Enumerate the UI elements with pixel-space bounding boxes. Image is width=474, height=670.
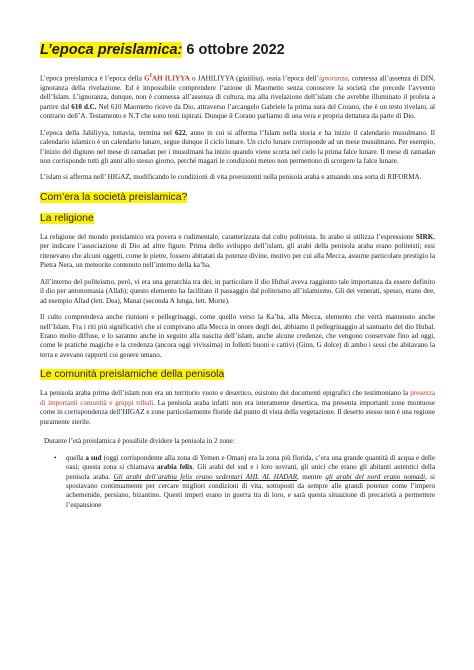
text-run: o JAHILIYYA (giaiiliia), ossia l’epoca dell’ [189, 74, 320, 83]
document-body [40, 72, 435, 510]
text-run: , connessa all’assenza di DIN, ignoranza della rivelazione. Ed è impossibile comprendere l’azione di Maometto senza conoscere la società che precede l’avvento dell’Islam. L’ignoranza, dunque, non è connessa all’assenza di cultura, ma alla rivelazione dell’islam che avrebbe illuminato il profeta a partire dal [40, 74, 436, 111]
term-sedentari: Gli arabi dell’arabia felix erano sedentari AHL AL HADAR [113, 472, 298, 481]
heading-highlight: Com’era la società preislamica? [40, 191, 188, 203]
text-run: L’epoca della Jahiliyya, tuttavia, termina nel [40, 128, 175, 137]
paragraph-peninsula [40, 389, 435, 427]
paragraph-zones-intro: Durante l’età preislamica è possibile dividere la penisola in 2 zone: [44, 437, 235, 446]
paragraph-calendar [40, 129, 435, 167]
term-arabia-felix: arabia felix [157, 463, 193, 472]
paragraph-jahiliyya-intro [40, 72, 435, 122]
heading-society [40, 192, 435, 204]
text-run: . Gli arabi del sud e i loro sovrani, gli unici che erano gli abitanti autentici della penisola araba. [66, 463, 436, 481]
heading-highlight: Le comunità preislamiche della penisola [40, 369, 225, 381]
text-run: La religione del mondo preislamico era povera e rudimentale, caratterizzata dal culto politeista. In arabo si utilizza l’espressione [40, 232, 416, 241]
zones-list [40, 454, 435, 511]
text-run: Nel 610 Maometto riceve da Dio, attraverso l’arcangelo Gabriele la prima sura del Corano, che è un testo rivelato, al contrario dell’A. Testamento e N.T che sono testi ispirati. Dunque il Corano parliamo di una vera e propria dettatura da parte di Dio. [40, 102, 435, 121]
text-run: , anno in cui si afferma l’Islam nella storia e ha inizio il calendario musulmano. Il calendario islamico è un calendario lunare, segue dunque il ciclo lunare. Un ciclo lunare corrisponde ad un mese musulmano. Per esempio, l’inizio del digiuno nel mese di ramadan per i musulmani ha inizio quando viene scorta nel cielo la prima falce lunare. Il mese di ramadan non corrisponde tutti gli anni allo stesso giorno, perché magari le condizioni meteo non permettono di scorgere la falce lunare. [40, 128, 435, 165]
heading-communities [40, 369, 435, 381]
paragraph-polytheism: All’interno del politeismo, però, vi era una gerarchia tra dei, in particolare il dio Hubal aveva raggiunto tale importanza da essere definito il dio per antonomasia (Allah); questo elemento ha facilitato il passaggio dal politeismo all’islamismo. Gli dei venerati, spesso, erano dee, ad esempio Allad (lett. Dea), Manat (seconda A lunga, lett. Morte). [40, 277, 435, 305]
text-run: L’epoca preislamica è l’epoca della [40, 74, 145, 83]
term-ignoranza: ignoranza [319, 74, 348, 83]
highlight-communities: presenza di importanti comunità e gruppi tribali [40, 389, 435, 407]
date-622: 622 [174, 128, 186, 137]
title-highlight: L’epoca preislamica: [40, 42, 183, 58]
text-run: . La penisola araba infatti non era interamente desertica, ma presenta importanti zone montuose come in corrispondenza dell’HIGAZ e zone particolarmente floride dal punto di vista della vegetazione. Il deserto stesso non è una regione puramente sterile. [40, 398, 435, 426]
term-jahiliyya: AH ILIYYA [151, 74, 190, 83]
text-run: La penisola araba prima dell’islam non era un territorio vuoto e desertico, esistono dei documenti epigrafici che testimoniano la [40, 389, 411, 398]
term-superscript: I [149, 73, 152, 79]
text-run: (oggi corrispondente alla zona di Yemen e Oman) era la zona più florida, c’era una grande quantità di acqua e delle oasi; questa zona si chiamava [66, 453, 435, 472]
paragraph-cult: Il culto comprendeva anche riunioni e pellegrinaggi, come quello verso la Ka’ba, alla Mecca, elemento che verrà mantenuto anche nell’Islam. Fra i riti più significativi che si compivano alla Mecca in onore degli dei, abbiamo il pellegrinaggio al santuario del dio Hubal. Erano molto diffuse, e lo saranno anche in seguito alla nascita dell’islam, anche alcune credenze, che vengono conservate fino ad oggi, come le pratiche magiche e la credenza (ancora oggi vivissima) in folletti buoni e cattivi (Ginn, G dolce) di ambo i sessi che abitavano la terra e avevano rapporti coi genere umano. [40, 313, 435, 359]
paragraph-higaz: L’islam si afferma nell’ HIGAZ, modificando le condizioni di vita preesistenti nella penisola araba e attuando una sorta di RIFORMA. [40, 173, 422, 182]
term-nomadi: gli arabi del nord erano nomadi [325, 472, 426, 481]
paragraph-religion [40, 233, 435, 271]
text-run: , si spostavano continuamente per cercare migliori condizioni di vita, sottoposti da sempre alle grandi potenze come l’impero achemenide, persiano, bizantino. Questi imperi erano in guerra tra di loro, e sarà questa situazione di precarietà a permettere l’espansione [66, 472, 436, 509]
date-610: 610 d.C. [71, 102, 97, 111]
heading-highlight: La religione [40, 212, 94, 224]
list-item [54, 454, 435, 511]
text-run: , per indicare l’associazione di Dio ad altre figure. Prima dello sviluppo dell’islam, gli arabi della penisola araba erano politeisti; essi ritenevano che alcuni oggetti, come le pietre, fossero abitatati da potenze divine, motivo per cui alla Mecca, assume particolare prestigio la Pietra Nera, un meteorite contenuto nell’interno della ka’ba. [40, 232, 435, 270]
term-g: G [144, 74, 150, 83]
title-date: 6 ottobre 2022 [186, 42, 285, 58]
term-sirk: SIRK [415, 232, 434, 241]
term-a-sud: a sud [85, 453, 102, 462]
text-run: quella [66, 453, 86, 462]
text-run: , mentre [297, 472, 326, 481]
heading-religion [40, 213, 435, 225]
document-title [40, 42, 285, 59]
